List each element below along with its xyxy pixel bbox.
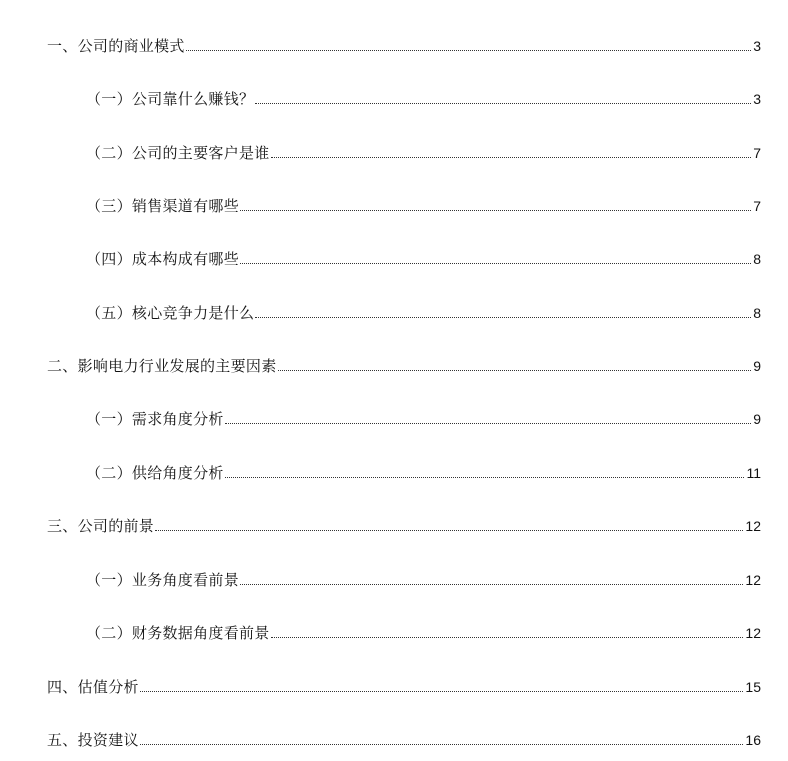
toc-entry-company-prospects[interactable]: [47, 512, 761, 536]
toc-page-number: 7: [753, 198, 761, 214]
dot-leader: [140, 744, 744, 745]
dot-leader: [240, 263, 751, 264]
toc-entry-title: （四）成本构成有哪些: [86, 250, 240, 268]
toc-entry-financial-prospects[interactable]: [86, 619, 761, 643]
toc-entry-title: （一）公司靠什么赚钱？: [86, 90, 255, 108]
dot-leader: [186, 50, 752, 51]
toc-page-number: 3: [753, 38, 761, 54]
dot-leader: [240, 584, 743, 585]
toc-page-number: 9: [753, 411, 761, 427]
toc-page-number: 12: [745, 572, 761, 588]
toc-entry-industry-factors[interactable]: [47, 352, 761, 376]
toc-entry-title: 三、公司的前景: [47, 517, 155, 535]
toc-page-number: 12: [745, 518, 761, 534]
toc-entry-title: （二）公司的主要客户是谁: [86, 144, 270, 162]
toc-entry-how-company-earns[interactable]: [86, 85, 761, 109]
toc-entry-title: （一）业务角度看前景: [86, 571, 240, 589]
toc-entry-title: （二）供给角度分析: [86, 464, 224, 482]
toc-entry-title: 一、公司的商业模式: [47, 37, 185, 55]
toc-page-number: 16: [745, 732, 761, 748]
toc-entry-title: （五）核心竞争力是什么: [86, 304, 255, 322]
toc-page-number: 8: [753, 305, 761, 321]
toc-entry-supply-analysis[interactable]: [86, 459, 761, 483]
toc-entry-demand-analysis[interactable]: [86, 405, 761, 429]
toc-entry-title: 四、估值分析: [47, 678, 139, 696]
dot-leader: [278, 370, 752, 371]
toc-page-number: 3: [753, 91, 761, 107]
dot-leader: [155, 530, 743, 531]
toc-entry-sales-channels[interactable]: [86, 192, 761, 216]
toc-entry-title: 五、投资建议: [47, 731, 139, 749]
dot-leader: [255, 103, 751, 104]
toc-entry-business-model[interactable]: [47, 32, 761, 56]
toc-entry-title: （三）销售渠道有哪些: [86, 197, 240, 215]
dot-leader: [140, 691, 744, 692]
toc-entry-business-prospects[interactable]: [86, 566, 761, 590]
toc-page-number: 15: [745, 679, 761, 695]
toc-entry-investment-advice[interactable]: [47, 726, 761, 750]
toc-page-number: 12: [745, 625, 761, 641]
toc-entry-title: （一）需求角度分析: [86, 410, 224, 428]
dot-leader: [225, 423, 752, 424]
toc-page-number: 8: [753, 251, 761, 267]
toc-page-number: 11: [746, 465, 761, 481]
toc-page-number: 7: [753, 145, 761, 161]
toc-entry-valuation[interactable]: [47, 673, 761, 697]
toc-entry-cost-structure[interactable]: [86, 245, 761, 269]
dot-leader: [271, 157, 752, 158]
toc-entry-main-customers[interactable]: [86, 139, 761, 163]
dot-leader: [255, 317, 751, 318]
toc-entry-title: （二）财务数据角度看前景: [86, 624, 270, 642]
dot-leader: [240, 210, 751, 211]
toc-entry-title: 二、影响电力行业发展的主要因素: [47, 357, 277, 375]
toc-page-number: 9: [753, 358, 761, 374]
toc-entry-core-competitiveness[interactable]: [86, 299, 761, 323]
dot-leader: [271, 637, 744, 638]
dot-leader: [225, 477, 745, 478]
